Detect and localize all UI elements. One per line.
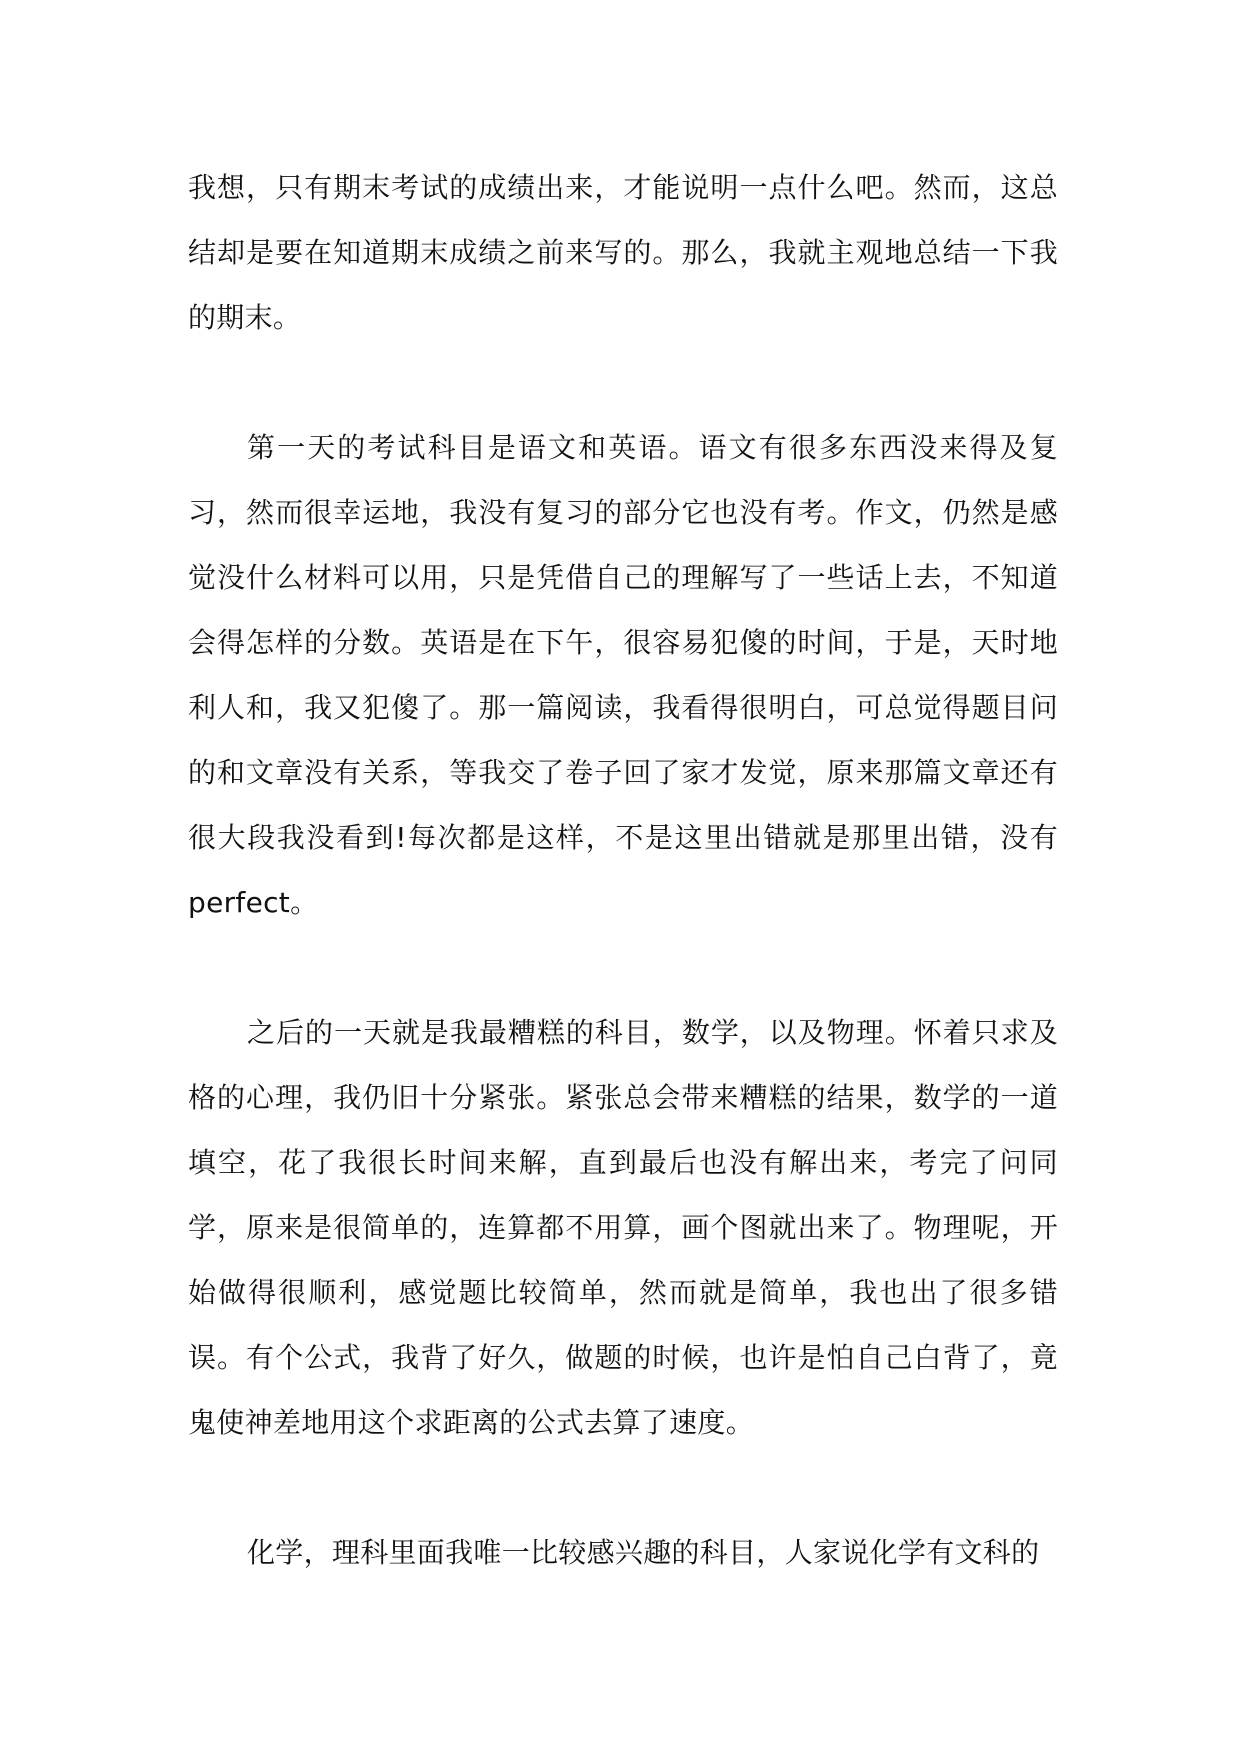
paragraph-spacer [188, 350, 1058, 415]
paragraph-2: 第一天的考试科目是语文和英语。语文有很多东西没来得及复习，然而很幸运地，我没有复习的部分它也没有考。作文，仍然是感觉没什么材料可以用，只是凭借自己的理解写了一些话上去，不知道会得怎样的分数。英语是在下午，很容易犯傻的时间，于是，天时地利人和，我又犯傻了。那一篇阅读，我看得很明白，可总觉得题目问的和文章没有关系，等我交了卷子回了家才发觉，原来那篇文章还有很大段我没看到!每次都是这样，不是这里出错就是那里出错，没有perfect。 [188, 431, 1058, 919]
document-body [188, 155, 1058, 1585]
paragraph-1: 我想，只有期末考试的成绩出来，才能说明一点什么吧。然而，这总结却是要在知道期末成绩之前来写的。那么，我就主观地总结一下我的期末。 [188, 171, 1058, 334]
paragraph-spacer [188, 935, 1058, 1000]
paragraph-4: 化学，理科里面我唯一比较感兴趣的科目，人家说化学有文科的 [247, 1536, 1040, 1569]
paragraph-3: 之后的一天就是我最糟糕的科目，数学，以及物理。怀着只求及格的心理，我仍旧十分紧张。紧张总会带来糟糕的结果，数学的一道填空，花了我很长时间来解，直到最后也没有解出来，考完了问同学，原来是很简单的，连算都不用算，画个图就出来了。物理呢，开始做得很顺利，感觉题比较简单，然而就是简单，我也出了很多错误。有个公式，我背了好久，做题的时候，也许是怕自己白背了，竟鬼使神差地用这个求距离的公式去算了速度。 [188, 1016, 1058, 1439]
paragraph-spacer [188, 1455, 1058, 1520]
